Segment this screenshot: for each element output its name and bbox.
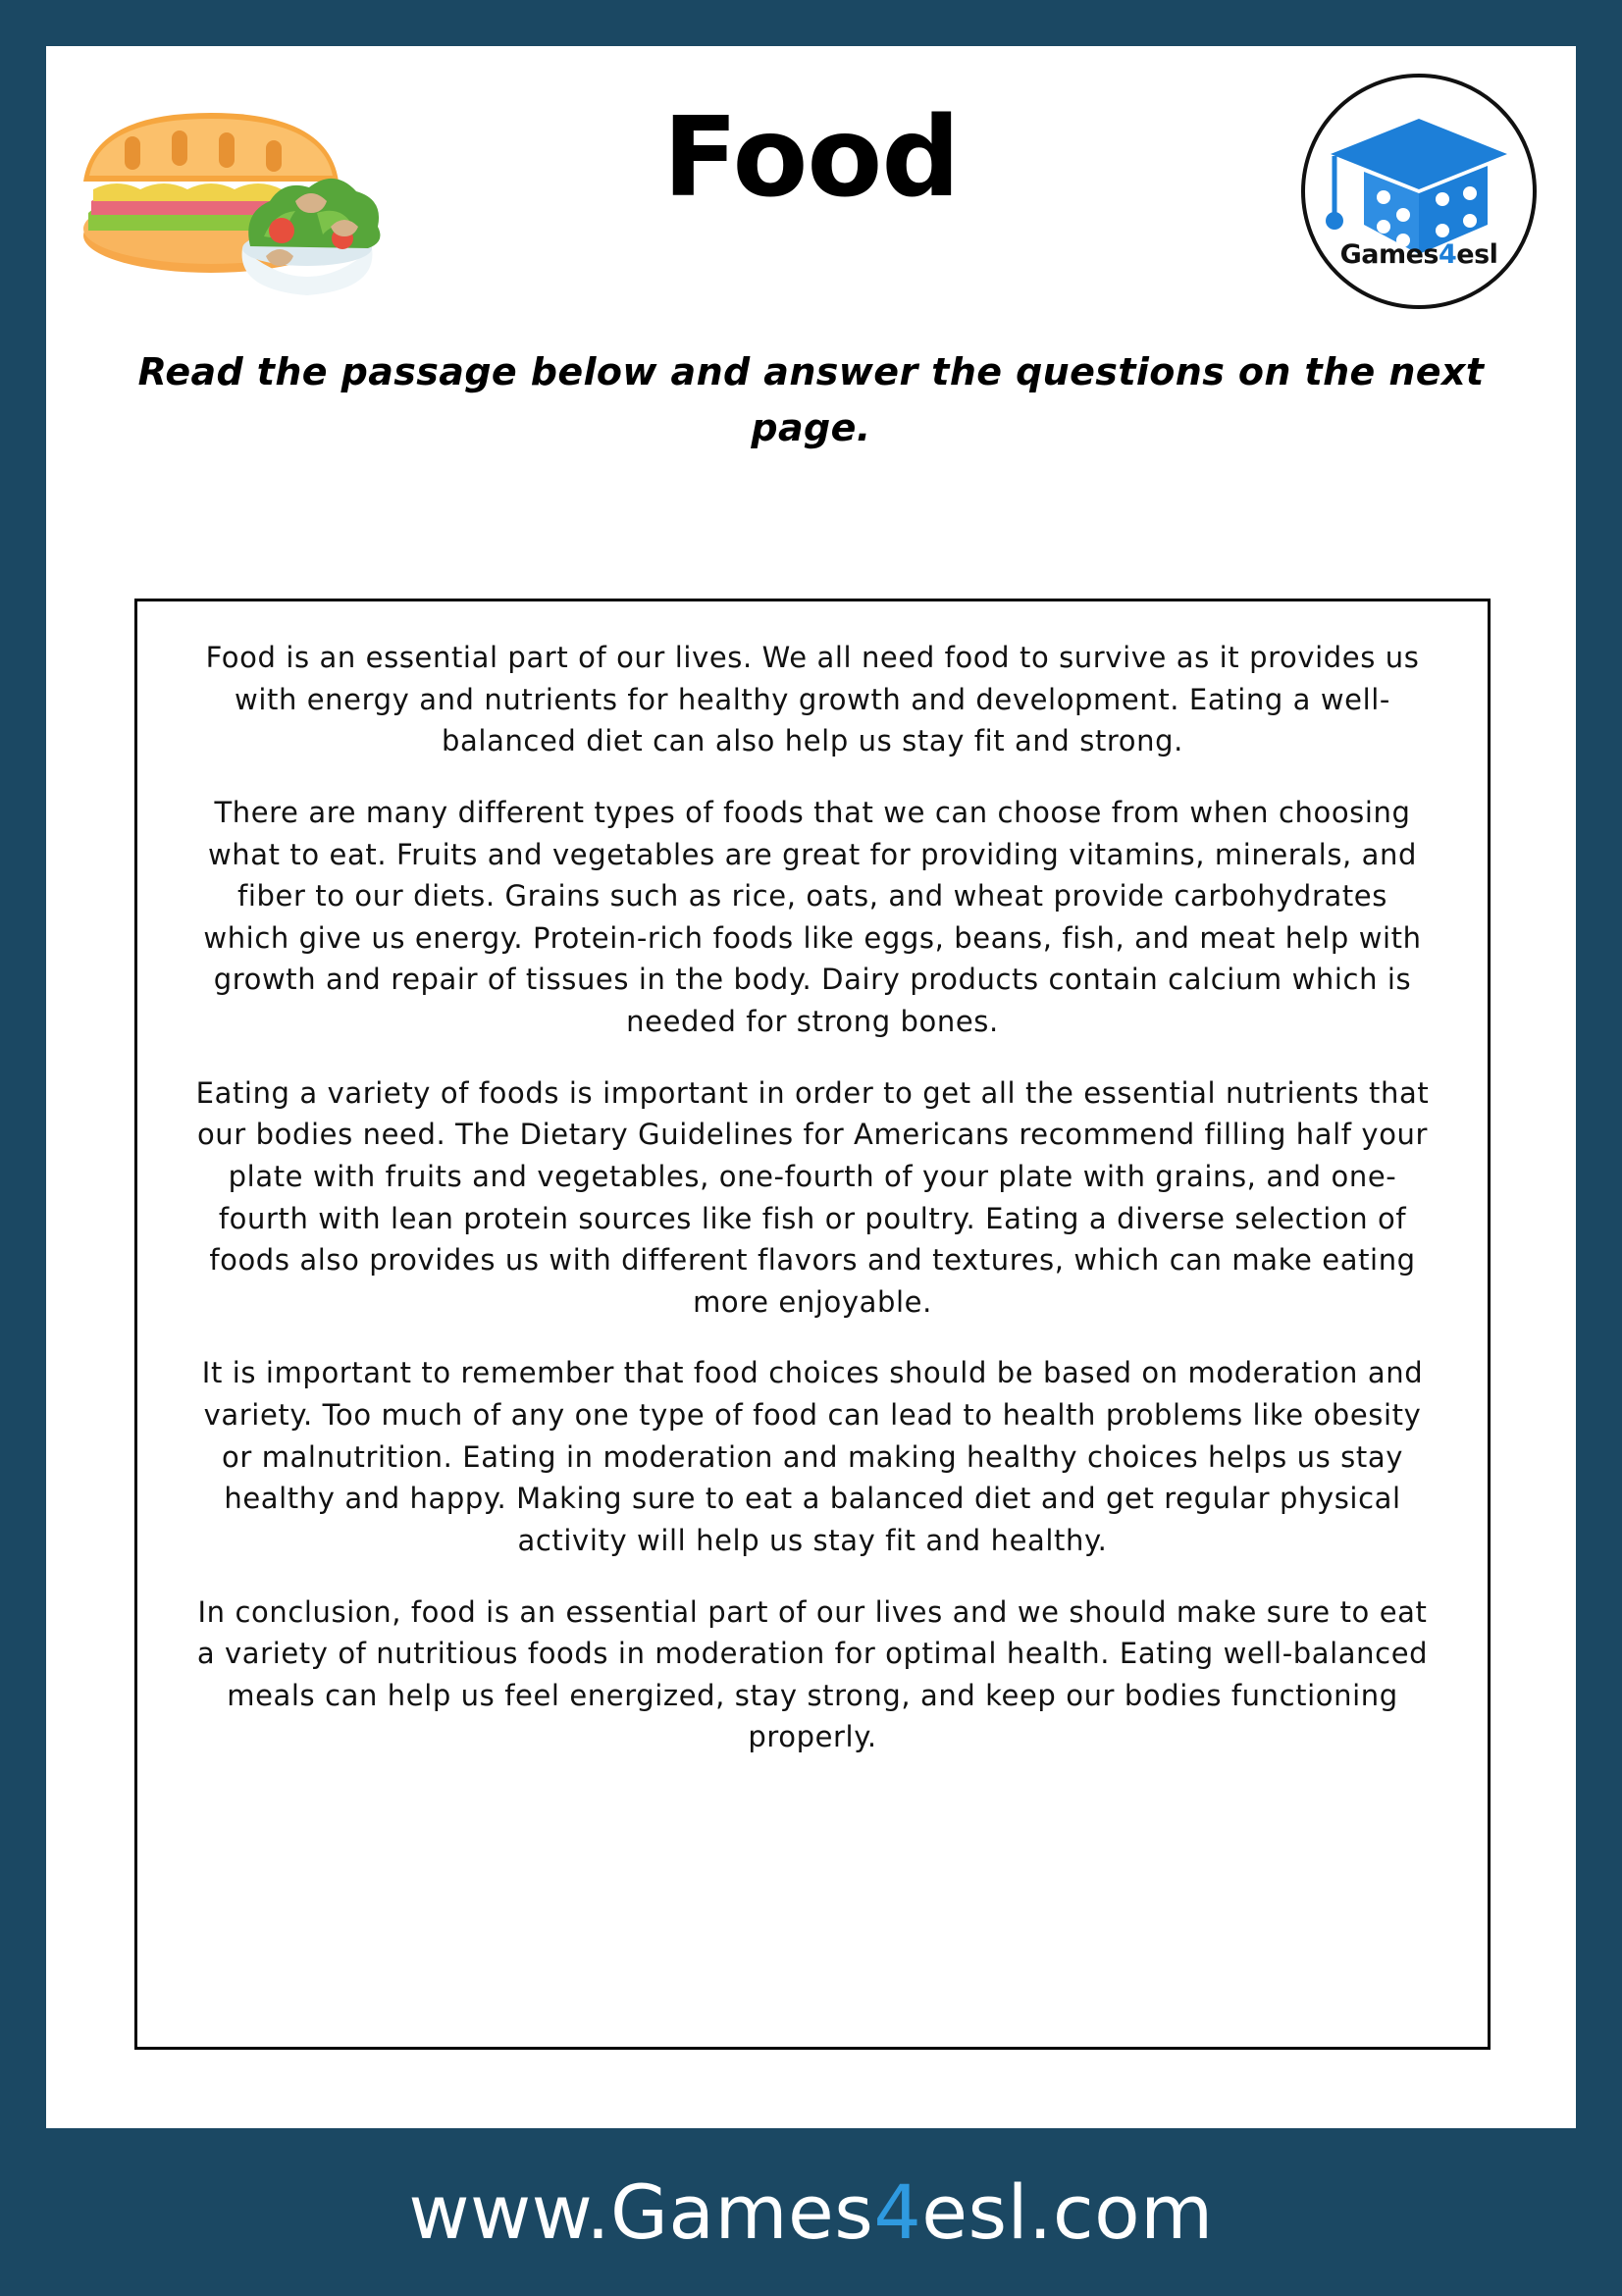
footer-url-prefix: www.Games — [408, 2168, 874, 2256]
games4esl-logo — [1301, 74, 1537, 309]
instruction-text: Read the passage below and answer the questions on the next page. — [137, 350, 1485, 449]
footer — [0, 2128, 1622, 2296]
logo-suffix: esl — [1456, 239, 1498, 270]
page-title: Food — [662, 94, 960, 222]
passage-paragraph: Food is an essential part of our lives. We all need food to survive as it provides us with energy and nutrients for healthy growth and development. Eating a well-balanced diet can also help us stay fit and strong. — [205, 641, 1420, 758]
passage-paragraph: Eating a variety of foods is important in order to get all the essential nutrients that our bodies need. The Dietary Guidelines for Americans recommend filling half your plate with fruits and vegetables, one-fourth of your plate with grains, and one-fourth with lean protein sources like fish or poultry. Eating a diverse selection of foods also provides us with different flavors and textures, which can make eating more enjoyable. — [195, 1075, 1430, 1319]
logo-prefix: Games — [1339, 239, 1439, 270]
passage-paragraph: It is important to remember that food choices should be based on moderation and variety. Too much of any one type of food can lead to health problems like obesity or malnutrition. Eating in moderation and making healthy choices helps us stay healthy and happy. Making sure to eat a balanced diet and get regular physical activity will help us stay fit and healthy. — [201, 1356, 1424, 1557]
passage-paragraph: In conclusion, food is an essential part of our lives and we should make sure to eat a variety of nutritious foods in moderation for optimal health. Eating well-balanced meals can help us feel energized, stay strong, and keep our bodies functioning properly. — [196, 1594, 1429, 1754]
footer-url-suffix: esl.com — [921, 2168, 1214, 2256]
footer-url-accent: 4 — [873, 2168, 922, 2256]
worksheet-header — [46, 46, 1576, 340]
graduation-cap-dice-icon — [1305, 78, 1533, 305]
footer-url — [408, 2168, 1213, 2256]
logo-accent: 4 — [1438, 239, 1457, 270]
worksheet-sheet — [46, 46, 1576, 2128]
passage-paragraph: There are many different types of foods that we can choose from when choosing what to eat. Fruits and vegetables are great for providing vitamins, minerals, and fiber to our diets. Grains such as rice, oats, and wheat provide carbohydrates which give us energy. Protein-rich foods like eggs, beans, fish, and meat help with growth and repair of tissues in the body. Dairy products contain calcium which is needed for strong bones. — [203, 795, 1422, 1038]
passage-box — [134, 599, 1491, 2050]
logo-wordmark — [1305, 239, 1533, 270]
